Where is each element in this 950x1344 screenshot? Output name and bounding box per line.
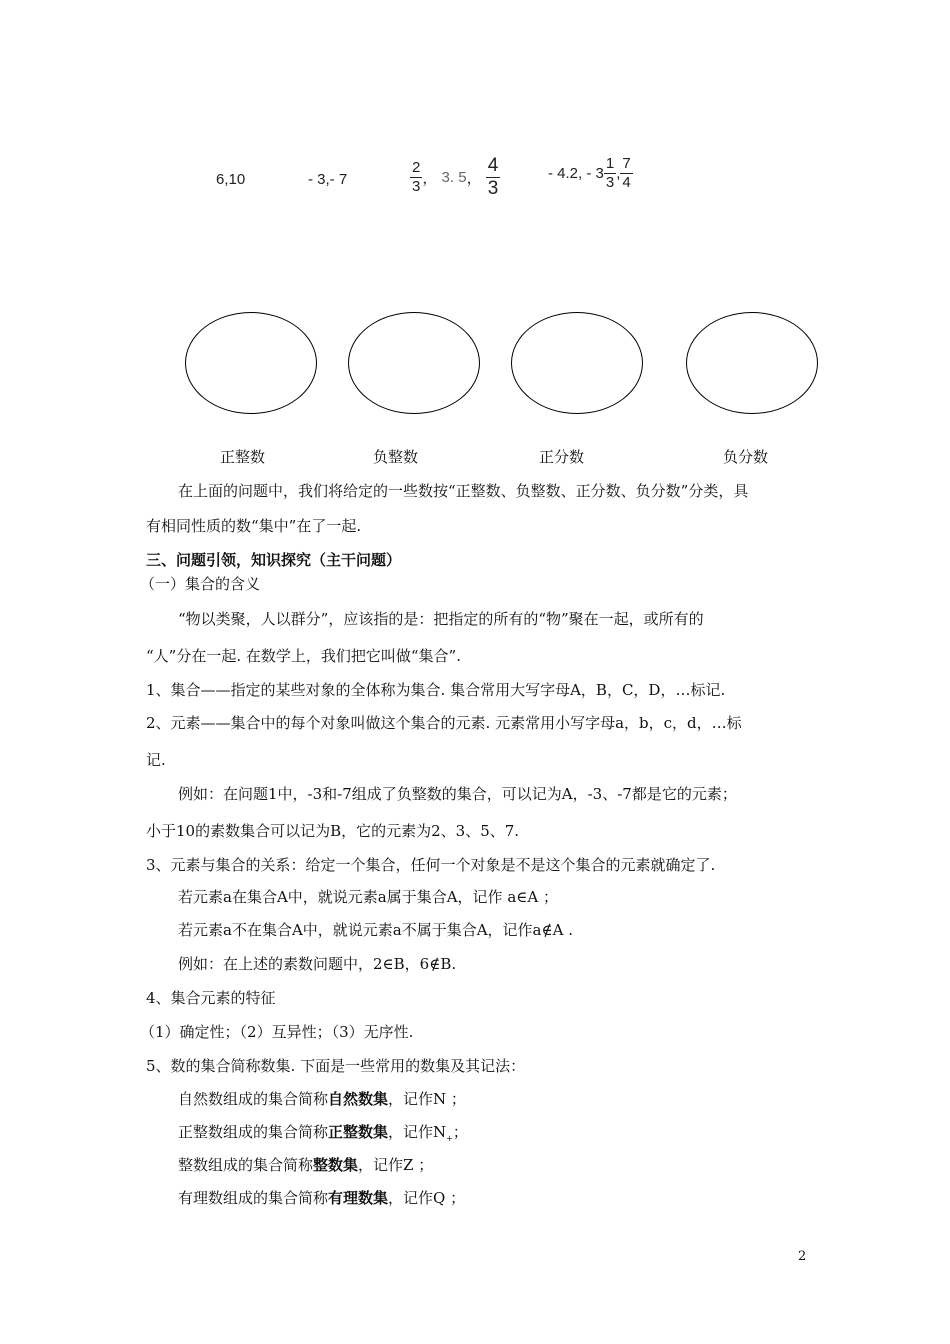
number-group-positive-fractions: $\frac{2}{3}$ ， 3. 5， $\frac{4}{3}$ [412,155,499,199]
number-group-negative-fractions: - 4.2, - 3 $\frac{1}{3}$ , $\frac{7}{4}$ [548,155,631,191]
subsection-title: （一）集合的含义 [140,575,261,593]
fraction: $\frac{2}{3}$ [412,159,421,195]
number-set-integers: 整数组成的集合简称整数集，记作Z ； [178,1156,434,1174]
category-label: 正整数 [220,448,266,466]
number-set-natural: 自然数组成的集合简称自然数集，记作N ； [178,1090,466,1108]
section-title: 三、问题引领，知识探究（主干问题） [146,551,402,569]
intro-line-2: 有相同性质的数“集中”在了一起. [146,517,362,535]
category-label: 正分数 [539,448,585,466]
relation-example: 例如：在上述的素数问题中，2∈B，6∉B. [178,955,457,973]
page-number: 2 [798,1249,807,1264]
features-list: （1）确定性；（2）互异性；（3）无序性. [140,1023,414,1041]
quote-line-1: “物以类聚，人以群分”，应该指的是：把指定的所有的“物”聚在一起，或所有的 [178,610,704,628]
relation-belongs: 若元素a在集合A中，就说元素a属于集合A，记作 a∈A ； [178,888,558,906]
set-ellipse-negative-integers [348,312,480,414]
relation-title: 3、元素与集合的关系：给定一个集合，任何一个对象是不是这个集合的元素就确定了. [146,856,716,874]
mixed-fraction: $\frac{1}{3}$ [605,155,615,191]
example-line-2: 小于10的素数集合可以记为B，它的元素为2、3、5、7. [146,822,520,840]
category-label: 负分数 [723,448,769,466]
number-group-positive-integers: 6,10 [216,171,246,188]
intro-line-1: 在上面的问题中，我们将给定的一些数按“正整数、负整数、正分数、负分数”分类，具 [178,482,749,500]
number-group-negative-integers: - 3,- 7 [308,171,348,188]
fraction: $\frac{7}{4}$ [622,155,631,191]
category-label: 负整数 [373,448,419,466]
relation-not-belongs: 若元素a不在集合A中，就说元素a不属于集合A，记作a∉A . [178,921,573,939]
features-title: 4、集合元素的特征 [146,989,276,1007]
number-set-rationals: 有理数组成的集合简称有理数集，记作Q ； [178,1189,466,1207]
set-ellipse-positive-fractions [511,312,643,414]
set-ellipse-negative-fractions [686,312,818,414]
example-line-1: 例如：在问题1中，-3和-7组成了负整数的集合，可以记为A，-3、-7都是它的元素； [178,785,737,803]
definition-element-line-2: 记. [146,751,166,769]
number-sets-title: 5、数的集合简称数集. 下面是一些常用的数集及其记法： [146,1057,526,1075]
number-set-positive-integers: 正整数组成的集合简称正整数集，记作$N_+$； [178,1123,468,1143]
definition-element-line-1: 2、元素——集合中的每个对象叫做这个集合的元素. 元素常用小写字母a，b，c，d，…标 [146,714,742,732]
definition-set: 1、集合——指定的某些对象的全体称为集合. 集合常用大写字母A，B，C，D，…标记. [146,681,726,699]
quote-line-2: “人”分在一起. 在数学上，我们把它叫做“集合”. [146,647,461,665]
fraction: $\frac{4}{3}$ [487,155,499,199]
set-ellipse-positive-integers [185,312,317,414]
